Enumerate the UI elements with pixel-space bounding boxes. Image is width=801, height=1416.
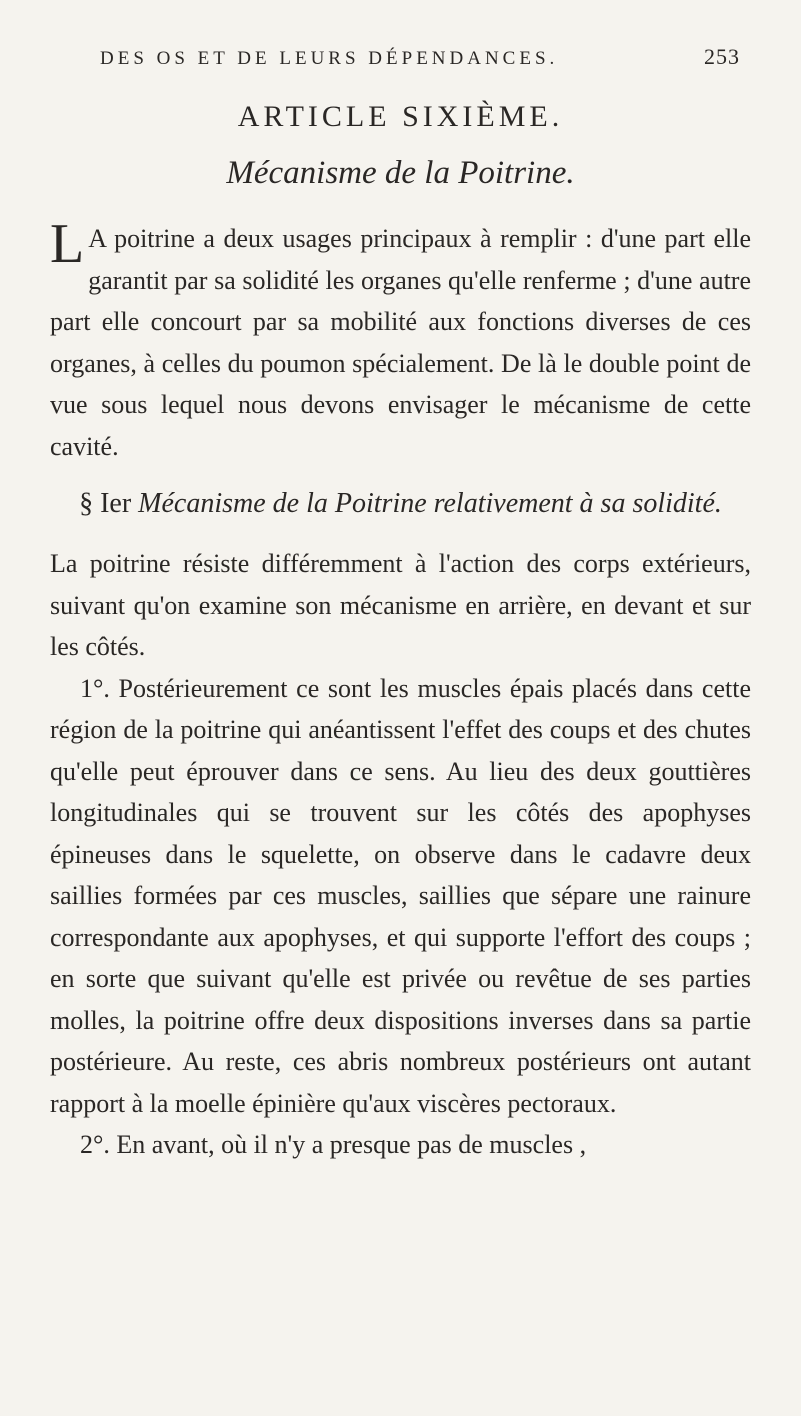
intro-small-caps: A — [88, 224, 106, 253]
paragraph: La poitrine résiste différemment à l'action des corps extérieurs, suivant qu'on examine son mécanisme en arrière, en devant et sur les côtés. — [50, 549, 751, 661]
article-title: ARTICLE SIXIÈME. — [237, 100, 564, 133]
paragraph: 2°. En avant, où il n'y a presque pas de muscles , — [80, 1130, 587, 1159]
page-body — [50, 213, 751, 1166]
intro-text: poitrine a deux usages principaux à remplir : d'une part elle garantit par sa solidité les organes qu'elle renferme ; d'une autre part elle concourt par sa mobilité aux fonctions diverses de ces organes, à celles du poumon spécialement. De là le double point de vue sous lequel nous devons envisager le mécanisme de cette cavité. — [50, 224, 751, 461]
running-head — [100, 44, 740, 78]
drop-cap: L — [50, 213, 85, 275]
running-title: DES OS ET DE LEURS DÉPENDANCES. — [100, 48, 559, 69]
paragraph: 1°. Postérieurement ce sont les muscles épais placés dans cette région de la poitrine qui anéantissent l'effet des coups et des chutes qu'elle peut éprouver dans ce sens. Au lieu des deux gouttières longitudinales qui se trouvent sur les côtés des apophyses épineuses dans le squelette, on observe dans le cadavre deux saillies formées par ces muscles, saillies que sépare une rainure correspondante aux apophyses, et qui supporte l'effort des coups ; en sorte que suivant qu'elle est privée ou revêtue de ses parties molles, la poitrine offre deux dispositions inverses dans sa partie postérieure. Au reste, ces abris nombreux postérieurs ont autant rapport à la moelle épinière qu'aux viscères pectoraux. — [50, 673, 751, 1118]
section-heading — [50, 483, 751, 525]
intro-paragraph — [50, 213, 751, 467]
section-marker: § Ier — [79, 488, 132, 519]
section-title: Mécanisme de la Poitrine relativement à sa solidité. — [138, 488, 722, 519]
article-subtitle: Mécanisme de la Poitrine. — [226, 155, 575, 191]
page-number: 253 — [704, 44, 740, 69]
